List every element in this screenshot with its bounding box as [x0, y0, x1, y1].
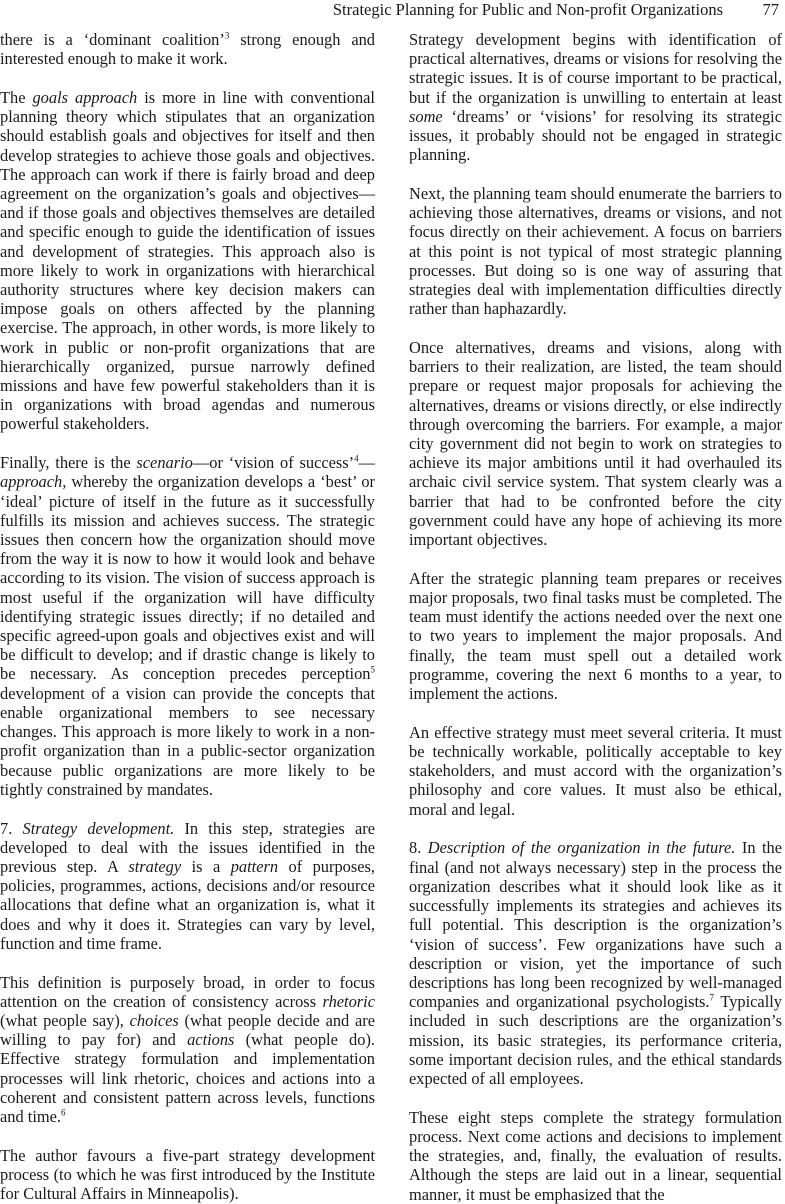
term-goals-approach: goals approach: [32, 88, 138, 107]
step-heading: Strategy development.: [22, 818, 175, 838]
paragraph-text: In this step, strategies are developed to deal with the issues identified in the previous step. A: [0, 818, 375, 876]
paragraph-text: is a: [181, 856, 231, 876]
paragraph-text: Strategy development begins with identification of practical alternatives, dreams or visions for resolving the strategic issues. It is of course important to be practical, but if the organization is unwilling to entertain at least: [409, 30, 782, 107]
term-scenario: scenario: [136, 453, 193, 473]
paragraph-definition: [0, 973, 375, 1127]
page-number: 77: [762, 0, 779, 19]
paragraph-goals-approach: [0, 88, 375, 434]
step-number: 8.: [409, 838, 428, 858]
paragraph-final-tasks: [409, 569, 782, 703]
paragraph-criteria: [409, 723, 782, 819]
paragraph-dominant-coalition: [0, 30, 375, 68]
paragraph-text: development of a vision can provide the concepts that enable organizational members to see necessary changes. This approach is more likely to work in a non-profit organization than in a public-sector organization because public organizations are more likely to be tightly constrained by mandates.: [0, 683, 375, 799]
term-actions: actions: [187, 1030, 235, 1050]
paragraph-text: (what people do). Effective strategy formulation and implementation processes will link rhetoric, choices and actions into a coherent and consistent pattern across levels, functions and time.: [0, 1030, 376, 1126]
paragraph-text: (what people say),: [0, 1010, 130, 1030]
paragraph-five-part-process: [0, 1146, 375, 1204]
footnote-ref-5: 5: [370, 665, 375, 676]
right-column: [409, 30, 783, 1204]
paragraph-text: Finally, there is the: [0, 453, 137, 473]
paragraph-strategy-development: [409, 30, 782, 164]
paragraph-text: This definition is purposely broad, in order to focus attention on the creation of consistency across: [0, 972, 375, 1011]
term-approach: approach,: [0, 472, 67, 492]
step-number: 7.: [0, 818, 23, 838]
paragraph-text: These eight steps complete the strategy formulation process. Next come actions and decisions to implement the strategies, and, finally, the evaluation of results. Although the steps are laid out in a linear, sequential manner, it must be emphasized that the: [409, 1107, 782, 1204]
running-title: Strategic Planning for Public and Non-profit Organizations: [332, 0, 723, 19]
running-header: [0, 0, 785, 22]
paragraph-eight-steps: [409, 1108, 782, 1204]
term-pattern: pattern: [230, 856, 279, 876]
paragraph-text: Next, the planning team should enumerate the barriers to achieving those alternatives, dreams or visions, and not focus directly on their achievement. A focus on barriers at this point is not typical of most strategic planning processes. But doing so is one way of assuring that strategies deal with implementation difficulties directly rather than haphazardly.: [409, 184, 782, 319]
paragraph-text: The: [0, 88, 33, 107]
paragraph-text: The author favours a five-part strategy development process (to which he was first introduced by the Institute for Cultural Affairs in Minneapolis).: [0, 1145, 375, 1204]
footnote-ref-4: 4: [354, 453, 359, 464]
paragraph-text: —: [358, 453, 375, 473]
paragraph-step-8: [409, 838, 782, 1088]
paragraph-major-proposals: [409, 338, 782, 549]
footnote-ref-7: 7: [709, 992, 714, 1003]
term-rhetoric: rhetoric: [322, 991, 375, 1011]
paragraph-text: In the final (and not always necessary) step in the process the organization describes what it should look like as it successfully implements its strategies and achieves its full potential. This description is the organization’s ‘vision of success’. Few organizations have such a description or vision, yet the importance of such descriptions has long been recognized by well-managed companies and organizational psychologists.: [409, 838, 783, 1012]
paragraph-text: there is a ‘dominant coalition’: [0, 30, 225, 49]
paragraph-barriers: [409, 184, 782, 318]
paragraph-text: strong enough and interested enough to make it work.: [0, 30, 376, 69]
paragraph-text: An effective strategy must meet several criteria. It must be technically workable, politically acceptable to key stakeholders, and must accord with the organization’s philosophy and core values. It must also be ethical, moral and legal.: [409, 722, 782, 819]
footnote-ref-3: 3: [224, 30, 230, 41]
paragraph-text: ‘dreams’ or ‘visions’ for resolving its strategic issues, it probably should not be engaged in strategic planning.: [409, 106, 782, 165]
paragraph-text: After the strategic planning team prepares or receives major proposals, two final tasks must be completed. The team must identify the actions needed over the next one to two years to implement the major proposals. And finally, the team must spell out a detailed work programme, covering the next 6 months to a year, to implement the actions.: [409, 568, 782, 704]
paragraph-text: whereby the organization develops a ‘best’ or ‘ideal’ picture of itself in the future as it successfully fulfills its mission and achieves success. The strategic issues then concern how the organization should move from the way it is now to how it would look and behave according to its vision. The vision of success approach is most useful if the organization will have difficulty identifying strategic issues directly; if no detailed and specific agreed-upon goals and objectives exist and will be difficult to develop; and if drastic change is likely to be necessary. As conception precedes perception: [0, 472, 375, 684]
paragraph-text: Once alternatives, dreams and visions, along with barriers to their realization, are listed, the team should prepare or request major proposals for achieving the alternatives, dreams or visions directly, or else indirectly through overcoming the barriers. For example, a major city government did not begin to work on strategies to achieve its major ambitions until it had overhauled its archaic civil service system. That system clearly was a barrier that had to be confronted before the city government could have any hope of achieving its more important objectives.: [409, 338, 782, 550]
paragraph-text: is more in line with conventional planning theory which stipulates that an organization should establish goals and objectives for itself and then develop strategies to achieve those goals and objectives. The approach can work if there is fairly broad and deep agreement on the organization’s goals and objectives—and if those goals and objectives themselves are detailed and specific enough to guide the identification of issues and development of strategies. This approach also is more likely to work in organizations with hierarchical authority structures where key decision makers can impose goals on others affected by the planning exercise. The approach, in other words, is more likely to work in public or non-profit organizations that are hierarchically organized, pursue narrowly defined missions and have few powerful stakeholders than it is in organizations with broad agendas and numerous powerful stakeholders.: [0, 88, 375, 434]
term-choices: choices: [129, 1010, 179, 1030]
paragraph-text: of purposes, policies, programmes, actions, decisions and/or resource allocations that define what an organization is, what it does and why it does it. Strategies can vary by level, function and time frame.: [0, 856, 375, 953]
paragraph-text: (what people decide and are willing to pay for) and: [0, 1010, 375, 1050]
paragraph-step-7: [0, 819, 375, 953]
step-heading: Description of the organization in the future.: [427, 838, 736, 858]
term-strategy: strategy: [128, 856, 182, 876]
footnote-ref-6: 6: [61, 1107, 66, 1118]
paragraph-text: Typically included in such descriptions are the organization’s mission, its basic strategies, its performance criteria, some important decision rules, and the ethical standards expected of all employees.: [409, 992, 782, 1088]
paragraph-scenario-approach: [0, 453, 375, 799]
left-column: [0, 30, 376, 1204]
term-some: some: [409, 106, 443, 126]
paragraph-text: —or ‘vision of success’: [192, 453, 355, 473]
